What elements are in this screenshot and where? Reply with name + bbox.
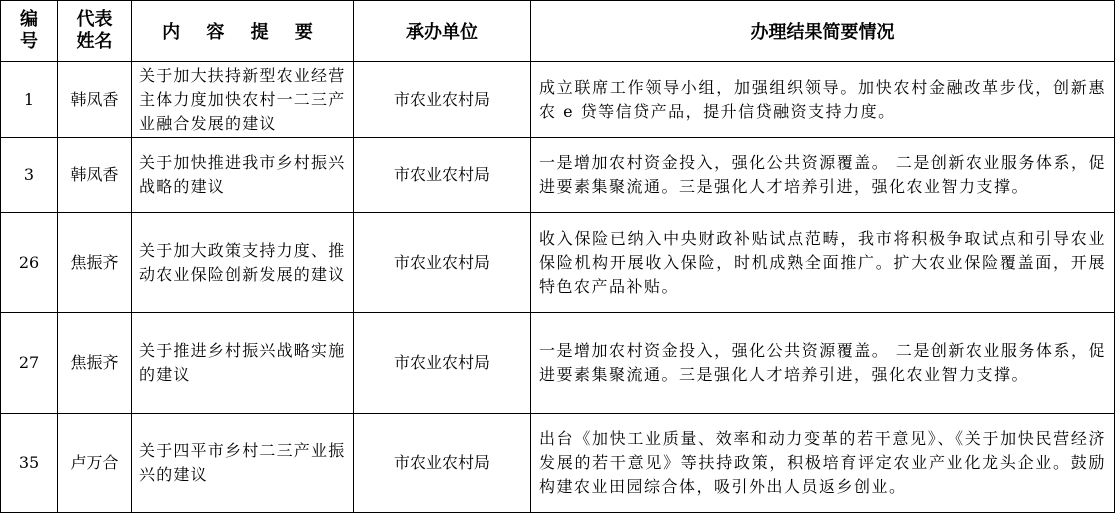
header-number-line1: 编 — [20, 9, 38, 30]
row-result: 成立联席工作领导小组，加强组织领导。加快农村金融改革步伐，创新惠农 e 贷等信贷产品，提升信贷融资支持力度。 — [531, 62, 1115, 138]
header-name-line1: 代表 — [76, 9, 113, 30]
row-number: 35 — [1, 414, 58, 513]
header-name-line2: 姓名 — [76, 31, 113, 52]
row-content: 关于加大扶持新型农业经营主体力度加快农村一二三产业融合发展的建议 — [132, 62, 354, 138]
row-representative: 韩凤香 — [58, 62, 132, 138]
row-number: 27 — [1, 313, 58, 414]
row-unit: 市农业农村局 — [354, 414, 531, 513]
row-number: 1 — [1, 62, 58, 138]
row-unit: 市农业农村局 — [354, 138, 531, 213]
row-representative: 焦振齐 — [58, 313, 132, 414]
row-unit: 市农业农村局 — [354, 62, 531, 138]
header-result: 办理结果简要情况 — [531, 1, 1115, 62]
header-content: 内 容 提 要 — [132, 1, 354, 62]
row-result: 出台《加快工业质量、效率和动力变革的若干意见》、《关于加快民营经济发展的若干意见》等扶持政策，积极培育评定农业产业化龙头企业。鼓励构建农业田园综合体，吸引外出人员返乡创业。 — [531, 414, 1115, 513]
table-row — [1, 138, 1115, 213]
table-row — [1, 313, 1115, 414]
row-content: 关于四平市乡村二三产业振兴的建议 — [132, 414, 354, 513]
header-name — [58, 1, 132, 62]
header-row — [1, 1, 1115, 62]
header-number — [1, 1, 58, 62]
header-number-line2: 号 — [20, 31, 38, 52]
header-unit: 承办单位 — [354, 1, 531, 62]
table-row — [1, 414, 1115, 513]
row-representative: 焦振齐 — [58, 213, 132, 313]
row-unit: 市农业农村局 — [354, 313, 531, 414]
table-row — [1, 213, 1115, 313]
row-content: 关于加快推进我市乡村振兴战略的建议 — [132, 138, 354, 213]
row-representative: 韩凤香 — [58, 138, 132, 213]
row-result: 一是增加农村资金投入，强化公共资源覆盖。 二是创新农业服务体系，促进要素集聚流通。三是强化人才培养引进，强化农业智力支撑。 — [531, 138, 1115, 213]
table-row — [1, 62, 1115, 138]
row-result: 一是增加农村资金投入，强化公共资源覆盖。 二是创新农业服务体系，促进要素集聚流通。三是强化人才培养引进，强化农业智力支撑。 — [531, 313, 1115, 414]
row-result: 收入保险已纳入中央财政补贴试点范畴，我市将积极争取试点和引导农业保险机构开展收入保险，时机成熟全面推广。扩大农业保险覆盖面，开展特色农产品补贴。 — [531, 213, 1115, 313]
row-representative: 卢万合 — [58, 414, 132, 513]
row-content: 关于加大政策支持力度、推动农业保险创新发展的建议 — [132, 213, 354, 313]
row-content: 关于推进乡村振兴战略实施的建议 — [132, 313, 354, 414]
row-number: 26 — [1, 213, 58, 313]
row-number: 3 — [1, 138, 58, 213]
row-unit: 市农业农村局 — [354, 213, 531, 313]
